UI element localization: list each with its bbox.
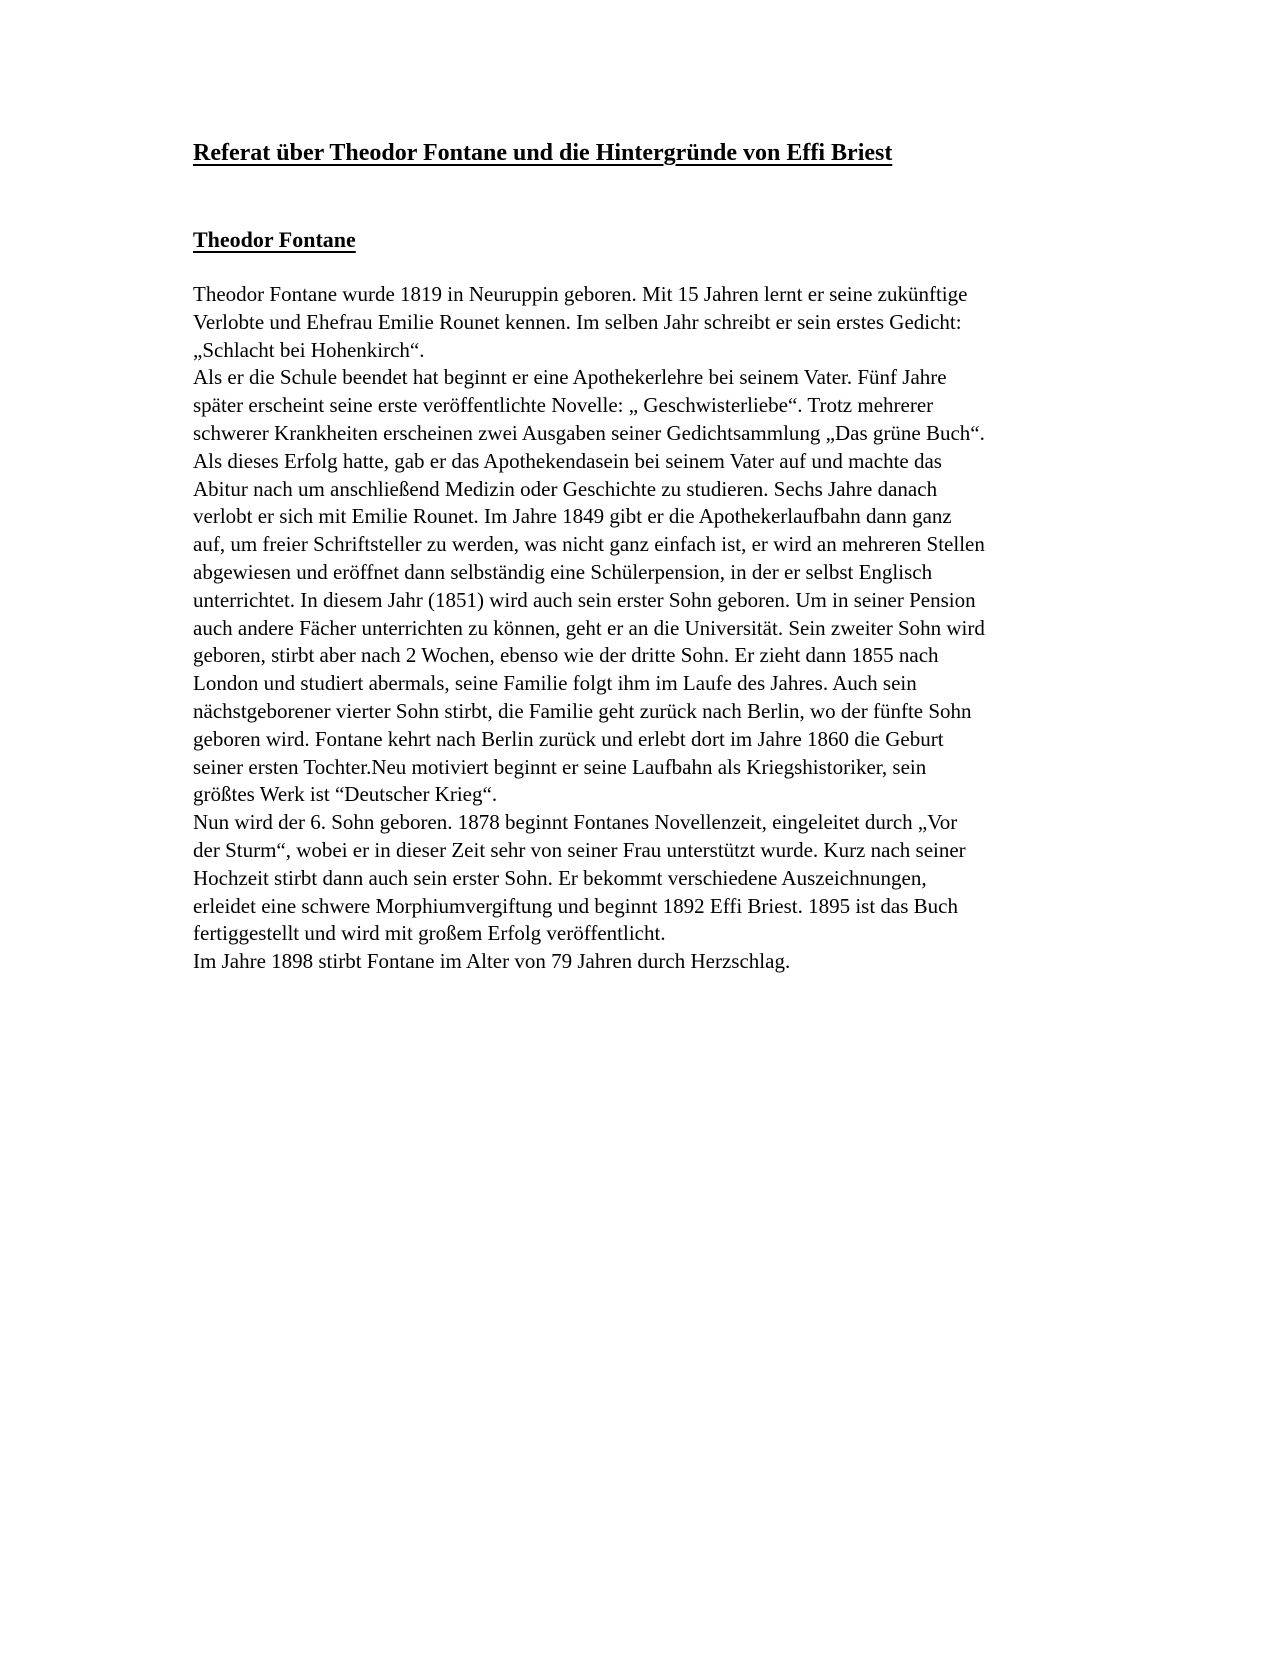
document-content [193,138,1093,974]
document-title: Referat über Theodor Fontane und die Hintergründe von Effi Briest [193,140,893,166]
text-line: „Schlacht bei Hohenkirch“. [193,337,425,362]
text-line: Theodor Fontane wurde 1819 in Neuruppin geboren. Mit 15 Jahren lernt er seine zukünftige [193,282,968,306]
text-line: Als dieses Erfolg hatte, gab er das Apothekendasein bei seinem Vater auf und machte das [193,448,942,473]
text-line: abgewiesen und eröffnet dann selbständig eine Schülerpension, in der er selbst Englisch [193,559,933,584]
text-line: Als er die Schule beendet hat beginnt er eine Apothekerlehre bei seinem Vater. Fünf Jahre [193,365,947,390]
text-line: London und studiert abermals, seine Familie folgt ihm im Laufe des Jahres. Auch sein [193,671,917,696]
text-line: später erscheint seine erste veröffentlichte Novelle: „ Geschwisterliebe“. Trotz mehrerer [193,393,934,418]
text-line: erleidet eine schwere Morphiumvergiftung und beginnt 1892 Effi Briest. 1895 ist das Buch [193,893,958,918]
text-line: Hochzeit stirbt dann auch sein erster Sohn. Er bekommt verschiedene Auszeichnungen, [193,865,927,890]
section-heading: Theodor Fontane [193,227,356,252]
text-line: verlobt er sich mit Emilie Rounet. Im Jahre 1849 gibt er die Apothekerlaufbahn dann ganz [193,504,952,529]
text-line: schwerer Krankheiten erscheinen zwei Ausgaben seiner Gedichtsammlung „Das grüne Buch“. [193,420,985,445]
text-line: Im Jahre 1898 stirbt Fontane im Alter von 79 Jahren durch Herzschlag. [193,949,791,974]
text-line: seiner ersten Tochter.Neu motiviert beginnt er seine Laufbahn als Kriegshistoriker, sein [193,754,927,779]
text-line: nächstgeborener vierter Sohn stirbt, die Familie geht zurück nach Berlin, wo der fünfte Sohn [193,698,972,723]
text-line: Abitur nach um anschließend Medizin oder Geschichte zu studieren. Sechs Jahre danach [193,476,938,501]
text-line: geboren, stirbt aber nach 2 Wochen, ebenso wie der dritte Sohn. Er zieht dann 1855 nach [193,643,939,668]
text-line: größtes Werk ist “Deutscher Krieg“. [193,782,498,807]
body-text [193,281,1093,976]
text-line: geboren wird. Fontane kehrt nach Berlin zurück und erlebt dort im Jahre 1860 die Geburt [193,726,944,751]
text-line: Nun wird der 6. Sohn geboren. 1878 beginnt Fontanes Novellenzeit, eingeleitet durch „Vor [193,810,958,835]
text-line: Verlobte und Ehefrau Emilie Rounet kennen. Im selben Jahr schreibt er sein erstes Gedicht: [193,309,962,334]
text-line: unterrichtet. In diesem Jahr (1851) wird auch sein erster Sohn geboren. Um in seiner Pension [193,587,976,612]
text-line: auch andere Fächer unterrichten zu können, geht er an die Universität. Sein zweiter Sohn wird [193,615,985,640]
text-line: auf, um freier Schriftsteller zu werden, was nicht ganz einfach ist, er wird an mehreren Stellen [193,532,985,557]
text-line: der Sturm“, wobei er in dieser Zeit sehr von seiner Frau unterstützt wurde. Kurz nach seiner [193,837,966,862]
text-line: fertiggestellt und wird mit großem Erfolg veröffentlicht. [193,921,666,946]
